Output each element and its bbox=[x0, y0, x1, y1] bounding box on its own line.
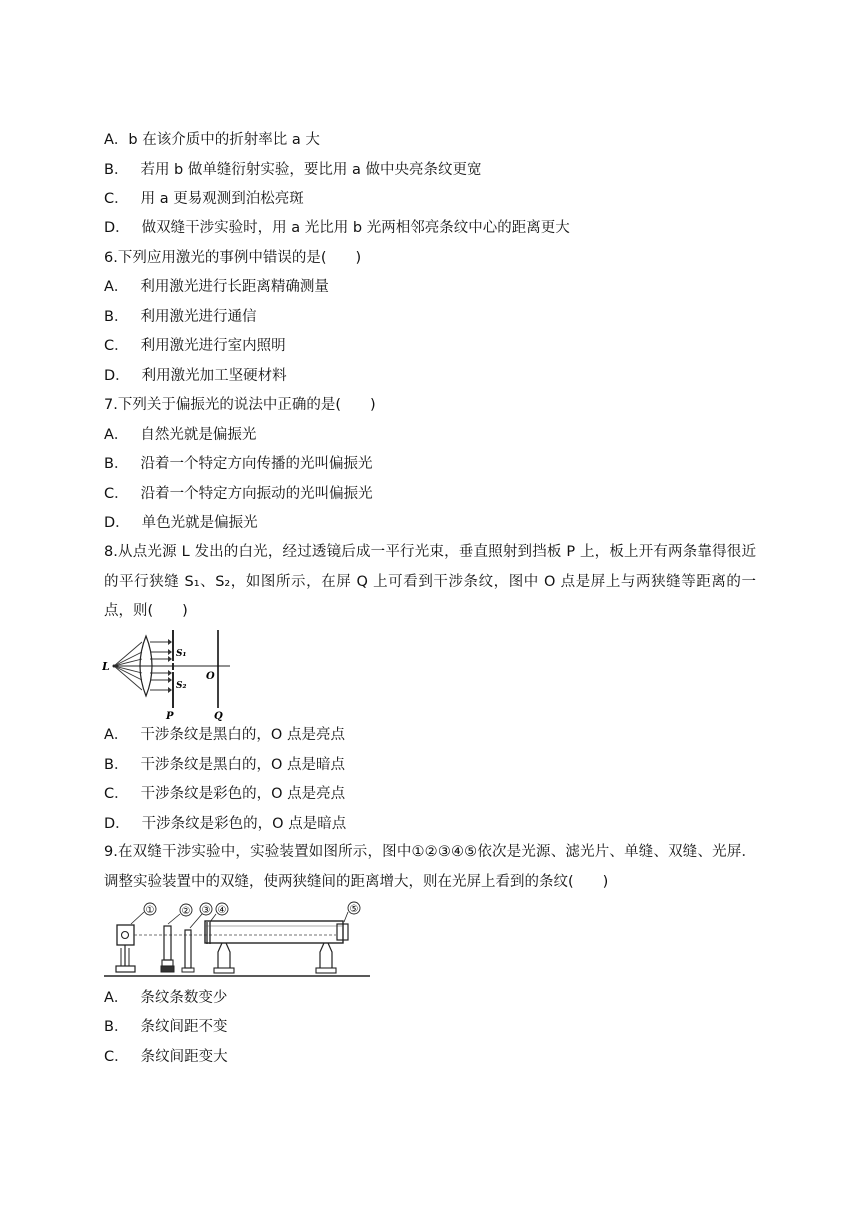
option-letter: A． bbox=[104, 427, 129, 443]
option-text: 单色光就是偏振光 bbox=[141, 515, 258, 531]
q7-option-d bbox=[104, 513, 756, 533]
q8-option-b bbox=[104, 755, 756, 775]
option-text: 自然光就是偏振光 bbox=[140, 427, 257, 443]
option-text: 条纹间距变大 bbox=[140, 1049, 228, 1065]
filter-icon bbox=[164, 926, 171, 960]
option-text: 用 a 更易观测到泊松亮斑 bbox=[140, 191, 304, 207]
option-text: 干涉条纹是彩色的，O 点是暗点 bbox=[141, 816, 347, 832]
q8-option-c bbox=[104, 784, 756, 804]
option-letter: A． bbox=[104, 990, 129, 1006]
label-S2: S₂ bbox=[176, 681, 187, 691]
label-S1: S₁ bbox=[176, 649, 187, 659]
q5-option-c bbox=[104, 189, 756, 209]
option-letter: C． bbox=[104, 338, 129, 354]
option-text: 沿着一个特定方向传播的光叫偏振光 bbox=[140, 456, 373, 472]
label-2: ② bbox=[181, 906, 191, 917]
light-source-icon bbox=[122, 932, 129, 939]
q9-option-a bbox=[104, 988, 756, 1008]
option-letter: D． bbox=[104, 220, 130, 236]
option-text: b 在该介质中的折射率比 a 大 bbox=[128, 132, 320, 148]
q8-option-d bbox=[104, 814, 756, 834]
q7-option-c bbox=[104, 484, 756, 504]
option-text: 条纹条数变少 bbox=[140, 990, 228, 1006]
q6-option-a bbox=[104, 277, 756, 297]
experiment-apparatus-diagram bbox=[104, 900, 372, 980]
option-text: 利用激光进行室内照明 bbox=[140, 338, 286, 354]
q5-option-b bbox=[104, 160, 756, 180]
label-Q: Q bbox=[214, 711, 223, 722]
label-P: P bbox=[166, 711, 174, 722]
option-text: 干涉条纹是黑白的，O 点是亮点 bbox=[140, 727, 345, 743]
q9-option-b bbox=[104, 1017, 756, 1037]
q6-option-d bbox=[104, 366, 756, 386]
label-L: L bbox=[102, 660, 110, 673]
option-letter: C． bbox=[104, 1049, 129, 1065]
option-letter: C． bbox=[104, 786, 129, 802]
option-letter: A． bbox=[104, 132, 129, 148]
q7-stem: 7.下列关于偏振光的说法中正确的是( ) bbox=[104, 397, 376, 413]
option-text: 干涉条纹是彩色的，O 点是亮点 bbox=[140, 786, 346, 802]
label-3: ③ bbox=[201, 905, 211, 916]
option-text: 利用激光进行长距离精确测量 bbox=[140, 279, 329, 295]
option-letter: D． bbox=[104, 816, 130, 832]
q5-option-d bbox=[104, 218, 756, 238]
q6-option-b bbox=[104, 307, 756, 327]
label-5: ⑤ bbox=[349, 904, 359, 915]
option-letter: C． bbox=[104, 191, 129, 207]
lens-tube bbox=[205, 921, 343, 943]
label-1: ① bbox=[145, 905, 155, 916]
q9-stem: 9.在双缝干涉实验中，实验装置如图所示，图中①②③④⑤依次是光源、滤光片、单缝、双缝、光屏．调整实验装置中的双缝，使两狭缝间的距离增大，则在光屏上看到的条纹( ) bbox=[104, 844, 756, 890]
q9-option-c bbox=[104, 1047, 756, 1067]
option-letter: C． bbox=[104, 486, 129, 502]
q8-stem: 8.从点光源 L 发出的白光，经过透镜后成一平行光束，垂直照射到挡板 P 上，板上开有两条靠得很近的平行狭缝 S₁、S₂，如图所示，在屏 Q 上可看到干涉条纹，图中 O 点是屏上与两狭缝等距离的一点，则( ) bbox=[104, 544, 756, 619]
q5-option-a bbox=[104, 130, 756, 150]
option-letter: A． bbox=[104, 279, 129, 295]
option-text: 干涉条纹是黑白的，O 点是暗点 bbox=[140, 757, 345, 773]
option-letter: B． bbox=[104, 456, 129, 472]
option-letter: B． bbox=[104, 162, 129, 178]
option-letter: B． bbox=[104, 757, 129, 773]
light-source-box bbox=[117, 925, 134, 945]
option-letter: B． bbox=[104, 309, 129, 325]
option-text: 沿着一个特定方向振动的光叫偏振光 bbox=[140, 486, 373, 502]
q6-stem: 6.下列应用激光的事例中错误的是( ) bbox=[104, 250, 362, 266]
label-4: ④ bbox=[217, 905, 227, 916]
option-text: 利用激光进行通信 bbox=[140, 309, 257, 325]
single-slit-icon bbox=[185, 930, 191, 968]
q8-option-a bbox=[104, 725, 756, 745]
double-slit-diagram bbox=[102, 628, 237, 722]
option-text: 做双缝干涉实验时，用 a 光比用 b 光两相邻亮条纹中心的距离更大 bbox=[141, 220, 570, 236]
option-letter: B． bbox=[104, 1019, 129, 1035]
option-text: 若用 b 做单缝衍射实验，要比用 a 做中央亮条纹更宽 bbox=[140, 162, 482, 178]
q7-option-b bbox=[104, 454, 756, 474]
label-O: O bbox=[206, 671, 215, 682]
option-letter: D． bbox=[104, 368, 130, 384]
q7-option-a bbox=[104, 425, 756, 445]
q6-option-c bbox=[104, 336, 756, 356]
option-text: 利用激光加工坚硬材料 bbox=[141, 368, 287, 384]
option-letter: A． bbox=[104, 727, 129, 743]
option-letter: D． bbox=[104, 515, 130, 531]
option-text: 条纹间距不变 bbox=[140, 1019, 228, 1035]
